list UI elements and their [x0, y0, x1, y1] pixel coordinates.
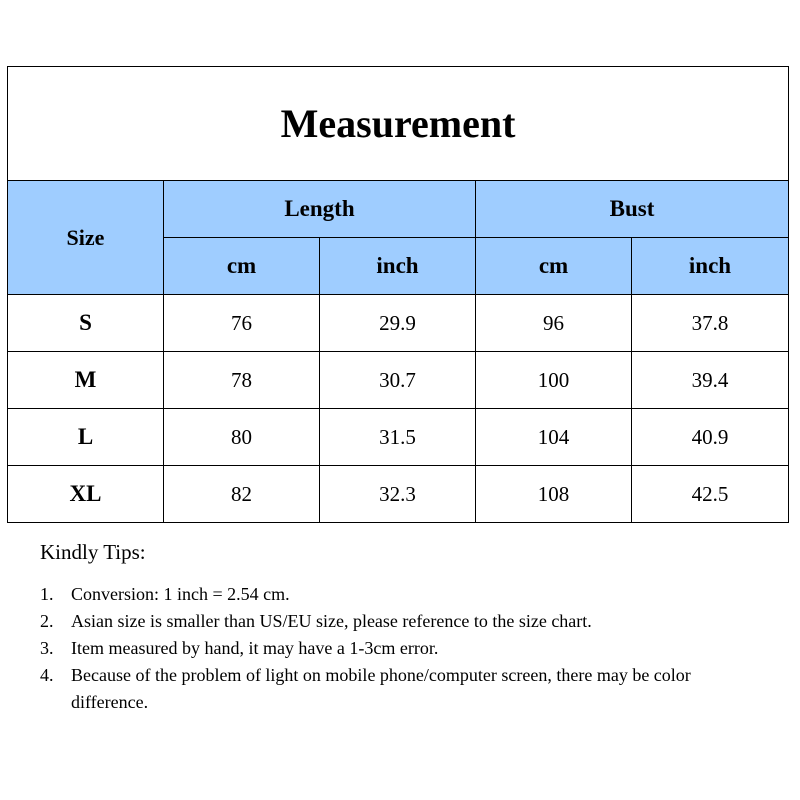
list-item — [40, 608, 770, 635]
size-label: S — [8, 295, 164, 352]
tip-text: Conversion: 1 inch = 2.54 cm. — [71, 584, 290, 604]
length-cm-header: cm — [164, 238, 320, 295]
bust-cm-value: 108 — [476, 466, 632, 523]
length-group-header: Length — [164, 181, 476, 238]
table-row — [8, 466, 789, 523]
length-inch-header: inch — [320, 238, 476, 295]
size-column-header: Size — [8, 181, 164, 295]
bust-group-header: Bust — [476, 181, 789, 238]
list-item — [40, 662, 770, 716]
tip-text: Because of the problem of light on mobile phone/computer screen, there may be color difference. — [71, 665, 691, 712]
bust-inch-value: 39.4 — [632, 352, 789, 409]
bust-cm-value: 100 — [476, 352, 632, 409]
bust-cm-value: 96 — [476, 295, 632, 352]
tip-text: Asian size is smaller than US/EU size, please reference to the size chart. — [71, 611, 592, 631]
length-inch-value: 30.7 — [320, 352, 476, 409]
bust-cm-value: 104 — [476, 409, 632, 466]
size-label: XL — [8, 466, 164, 523]
tips-list — [40, 581, 770, 716]
tip-number: 3. — [40, 638, 54, 658]
length-cm-value: 76 — [164, 295, 320, 352]
length-cm-value: 82 — [164, 466, 320, 523]
tips-section — [40, 540, 770, 716]
bust-inch-header: inch — [632, 238, 789, 295]
tip-number: 4. — [40, 665, 54, 685]
bust-inch-value: 37.8 — [632, 295, 789, 352]
tip-number: 1. — [40, 584, 54, 604]
length-inch-value: 31.5 — [320, 409, 476, 466]
length-inch-value: 29.9 — [320, 295, 476, 352]
bust-inch-value: 40.9 — [632, 409, 789, 466]
table-row — [8, 352, 789, 409]
table-row — [8, 295, 789, 352]
list-item — [40, 635, 770, 662]
tip-number: 2. — [40, 611, 54, 631]
table-title: Measurement — [8, 67, 789, 181]
measurement-table — [7, 66, 789, 523]
length-cm-value: 80 — [164, 409, 320, 466]
size-label: M — [8, 352, 164, 409]
length-cm-value: 78 — [164, 352, 320, 409]
length-inch-value: 32.3 — [320, 466, 476, 523]
bust-inch-value: 42.5 — [632, 466, 789, 523]
bust-cm-header: cm — [476, 238, 632, 295]
size-label: L — [8, 409, 164, 466]
table-row — [8, 409, 789, 466]
tips-title: Kindly Tips: — [40, 540, 146, 564]
list-item — [40, 581, 770, 608]
tip-text: Item measured by hand, it may have a 1-3cm error. — [71, 638, 439, 658]
